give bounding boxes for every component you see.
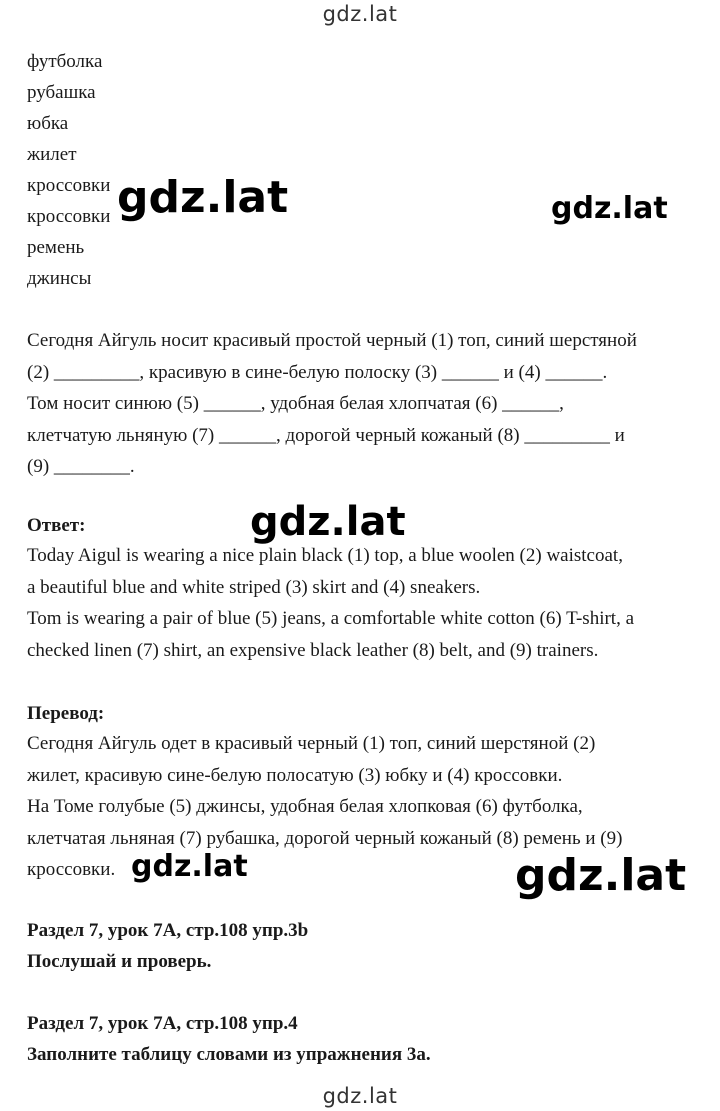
watermark-bottom: gdz.lat xyxy=(322,1084,398,1108)
list-item: кроссовки xyxy=(27,206,111,227)
word-list xyxy=(27,46,110,294)
watermark-big: gdz.lat xyxy=(131,849,248,884)
task-title: Раздел 7, урок 7А, стр.108 упр.3b xyxy=(27,920,309,941)
text-line: Сегодня Айгуль носит красивый простой черный (1) топ, синий шерстяной xyxy=(27,330,637,351)
task-block xyxy=(27,1008,431,1070)
watermark-big: gdz.lat xyxy=(515,850,687,901)
watermark-big: gdz.lat xyxy=(551,191,668,226)
text-line: a beautiful blue and white striped (3) skirt and (4) sneakers. xyxy=(27,576,481,598)
list-item: юбка xyxy=(27,113,69,134)
text-line: (9) ________. xyxy=(27,456,135,477)
task-block xyxy=(27,915,308,977)
task-instruction: Послушай и проверь. xyxy=(27,951,212,972)
task-title: Раздел 7, урок 7А, стр.108 упр.4 xyxy=(27,1013,298,1034)
text-line: кроссовки. xyxy=(27,859,116,880)
task-instruction: Заполните таблицу словами из упражнения 3а. xyxy=(27,1044,431,1065)
list-item: жилет xyxy=(27,144,77,165)
watermark-big: gdz.lat xyxy=(250,499,406,545)
list-item: ремень xyxy=(27,237,85,258)
list-item: рубашка xyxy=(27,82,96,103)
text-line: клетчатую льняную (7) ______, дорогой черный кожаный (8) _________ и xyxy=(27,424,625,446)
text-line: На Томе голубые (5) джинсы, удобная белая хлопковая (6) футболка, xyxy=(27,796,583,817)
translation-heading: Перевод: xyxy=(27,703,105,724)
text-line: Tom is wearing a pair of blue (5) jeans, a comfortable white cotton (6) T-shirt, a xyxy=(27,608,635,629)
text-line: (2) _________, красивую в сине-белую полоску (3) ______ и (4) ______. xyxy=(27,361,608,383)
watermark-top: gdz.lat xyxy=(322,2,398,26)
answer-heading: Ответ: xyxy=(27,515,86,536)
text-line: Том носит синюю (5) ______, удобная белая хлопчатая (6) ______, xyxy=(27,393,564,414)
list-item: кроссовки xyxy=(27,175,111,196)
text-line: Сегодня Айгуль одет в красивый черный (1) топ, синий шерстяной (2) xyxy=(27,733,596,754)
list-item: футболка xyxy=(27,51,103,72)
text-line: жилет, красивую сине-белую полосатую (3) юбку и (4) кроссовки. xyxy=(27,764,563,786)
watermark-big: gdz.lat xyxy=(117,172,289,223)
text-line: checked linen (7) shirt, an expensive black leather (8) belt, and (9) trainers. xyxy=(27,639,599,661)
list-item: джинсы xyxy=(27,268,92,289)
exercise-text xyxy=(27,325,707,483)
text-line: Today Aigul is wearing a nice plain black (1) top, a blue woolen (2) waistcoat, xyxy=(27,545,623,566)
text-line: клетчатая льняная (7) рубашка, дорогой черный кожаный (8) ремень и (9) xyxy=(27,827,623,849)
answer-text xyxy=(27,540,707,666)
